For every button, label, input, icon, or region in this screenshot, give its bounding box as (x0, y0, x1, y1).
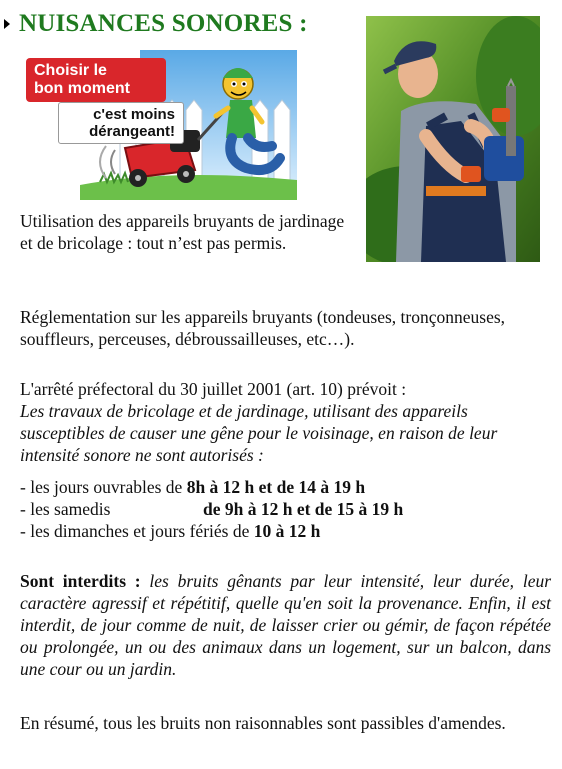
schedule-label: - les dimanches et jours fériés de (20, 521, 250, 541)
schedule-sundays (20, 520, 550, 542)
gardener-hedge-trimmer-image (366, 16, 540, 262)
illustration-line-2: bon moment (34, 80, 130, 97)
summary-paragraph: En résumé, tous les bruits non raisonnables sont passibles d'amendes. (20, 713, 506, 733)
schedule-label: - les jours ouvrables de (20, 477, 183, 497)
arrete-text: Les travaux de bricolage et de jardinage, utilisant des appareils susceptibles de causer une gêne pour le voisinage, en raison de leur intensité sonore ne sont autorisés : (20, 401, 498, 465)
schedule-hours: 10 à 12 h (253, 521, 321, 541)
schedule-saturdays (20, 498, 550, 520)
intro-paragraph: Utilisation des appareils bruyants de jardinage et de bricolage : tout n’est pas permis. (20, 211, 345, 253)
forbidden-text: les bruits gênants par leur intensité, leur durée, leur caractère agressif et répétitif, quelle qu'en soit la provenance. Enfin, il est interdit, de jour comme de nuit, de laisser crier ou gémir, de façon répétée ou prolongée, un ou des animaux dans un logement, sur un balcon, dans une cour ou un jardin. (20, 571, 552, 679)
regulation-paragraph: Réglementation sur les appareils bruyants (tondeuses, tronçonneuses, souffleurs, perceuses, débroussailleuses, etc…). (20, 307, 506, 349)
schedule-weekdays (20, 476, 550, 498)
schedule-hours: de 9h à 12 h et de 15 à 19 h (203, 499, 404, 519)
schedule-hours: 8h à 12 h et de 14 à 19 h (186, 477, 366, 497)
forbidden-paragraph (20, 570, 551, 680)
illustration-line-1: Choisir le (34, 62, 107, 79)
illustration-line-3: c'est moins (93, 106, 175, 123)
page-title: NUISANCES SONORES : (19, 10, 308, 37)
arrete-block (20, 378, 550, 466)
schedule-label: - les samedis (20, 499, 111, 519)
gardener-photo (366, 16, 540, 262)
arrete-intro: L'arrêté préfectoral du 30 juillet 2001 (art. 10) prévoit : (20, 379, 407, 399)
bullet-arrow-icon (4, 19, 10, 29)
forbidden-label: Sont interdits : (20, 571, 141, 591)
cartoon-illustration (20, 50, 297, 200)
illustration-line-4: dérangeant! (89, 123, 175, 140)
illustration-red-caption (26, 58, 166, 102)
title-row (4, 10, 308, 38)
illustration-white-caption (58, 102, 184, 144)
